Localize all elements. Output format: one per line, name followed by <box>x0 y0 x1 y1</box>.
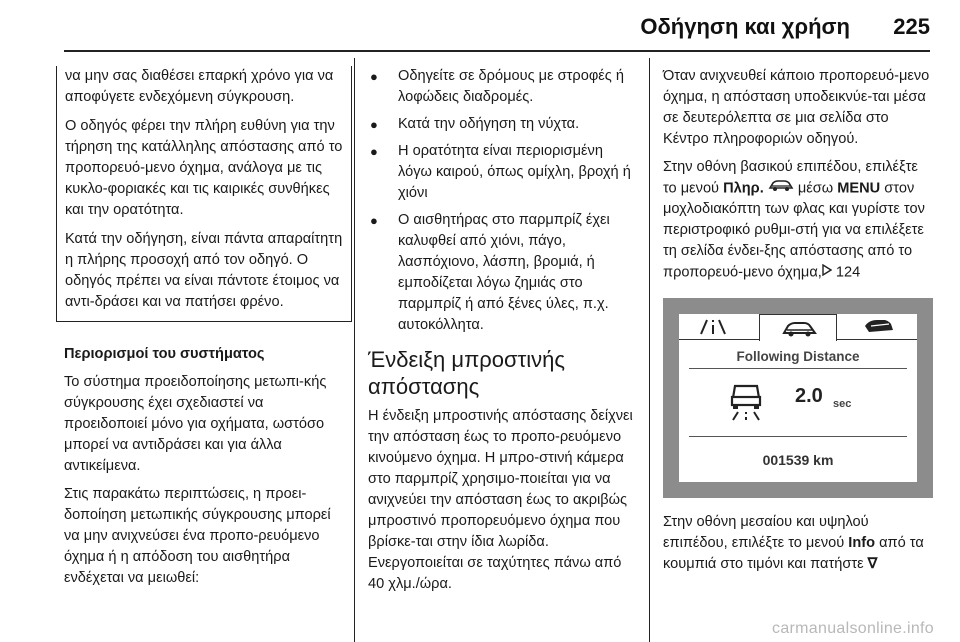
column-1 <box>64 66 348 596</box>
list-item: ● Οδηγείτε σε δρόμους με στροφές ή λοφώδεις διαδρομές. <box>368 66 640 108</box>
page-header <box>0 0 960 64</box>
paragraph-base-level <box>663 157 933 284</box>
warning-box <box>56 66 352 322</box>
list-item: ● Κατά την οδήγηση τη νύχτα. <box>368 114 640 135</box>
menu-name-info-2: Info <box>848 534 876 551</box>
display-figure <box>663 298 933 498</box>
section-heading: Ένδειξη μπροστινής απόστασης <box>368 347 565 399</box>
column-3 <box>663 66 933 582</box>
warning-paragraph-2: Ο οδηγός φέρει την πλήρη ευθύνη για την τήρηση της κατάλληλης απόστασης από το προπορευό-μενο όχημα, ανάλογα με τις κυκλο-φοριακές και τις καιρικές συνθήκες και την ορατότητα. <box>65 118 343 218</box>
display-title: Following Distance <box>736 348 860 364</box>
vehicle-info-icon <box>768 178 794 199</box>
vehicle-icon <box>760 315 838 341</box>
paragraph-mid-level <box>663 512 933 575</box>
list-item: ● Η ορατότητα είναι περιορισμένη λόγω καιρού, όπως ομίχλη, βροχή ή χιόνι <box>368 141 640 204</box>
down-symbol: ∇ <box>867 555 878 572</box>
paragraph-limits-1: Το σύστημα προειδοποίησης μετωπι-κής σύγκρουσης έχει σχεδιαστεί να προειδοποιεί μόνο για οχήματα, ωστόσο μπορεί να αντιδράσει και για άλλα αντικείμενα. <box>64 374 327 474</box>
column-divider-1 <box>354 58 355 642</box>
odometer-readout: 001539 km <box>762 451 834 468</box>
page-reference: 124 <box>835 264 861 281</box>
column-2 <box>368 66 640 602</box>
tab-vehicle-info <box>759 314 837 341</box>
warning-paragraph-3: Κατά την οδήγηση, είναι πάντα απαραίτητη η πλήρης προσοχή από τον οδηγό. Ο οδηγός πρέπει να είναι πάντοτε έτοιμος να αντι-δράσει και να πατήσει φρένο. <box>65 231 343 310</box>
trip-icon <box>679 314 757 340</box>
text-span: Στην οθόνη βασικού επιπέδου, επιλέξτε το μενού <box>663 159 918 197</box>
distance-value: 2.0 <box>795 384 823 407</box>
tab-assist <box>839 314 917 340</box>
display-divider <box>689 368 907 369</box>
page-number: 225 <box>893 14 930 39</box>
warning-paragraph-1: να μην σας διαθέσει επαρκή χρόνο για να αποφύγετε ενδεχόμενη σύγκρουση. <box>65 68 334 105</box>
menu-name-info: Πληρ. <box>723 180 764 197</box>
paragraph-limits-2: Στις παρακάτω περιπτώσεις, η προει-δοποίηση μετωπικής σύγκρουσης μπορεί να μην ανιχνεύσει ένα προπο-ρευόμενο όχημα ή η απόδοση του αισθητήρα ενδέχεται να μειωθεί: <box>64 486 331 586</box>
watermark: carmanualsonline.info <box>772 620 934 637</box>
list-item: ● Ο αισθητήρας στο παρμπρίζ έχει καλυφθεί από χιόνι, πάγο, λασπόχιονο, λάσπη, βρομιά, ή εμποδίζεται λόγω ζημιάς στο παρμπρίζ ή από ξένες ύλες, π.χ. αυτοκόλλητα. <box>368 210 640 336</box>
following-distance-car-icon <box>729 382 763 429</box>
running-title: Οδήγηση και χρήση <box>640 14 850 39</box>
tab-trip <box>679 314 757 340</box>
paragraph-distance-indication: Η ένδειξη μπροστινής απόστασης δείχνει την απόσταση έως το προπο-ρευόμενο κινούμενο όχημα. Η μπρο-στινή κάμερα στο παρμπρίζ χρησιμο-ποιείται για να ανιχνεύει την απόσταση έως το ακριβώς μπροστινό προπορευόμενο όχημα που βρίσκε-ται στην ίδια λωρίδα. Ενεργοποιείται σε ταχύτητες πάνω από 40 χλμ./ώρα. <box>368 408 633 592</box>
column-divider-2 <box>649 58 650 642</box>
header-rule <box>64 50 930 52</box>
text-span: Στην οθόνη μεσαίου και υψηλού επιπέδου, επιλέξτε το μενού <box>663 513 869 551</box>
display-divider-2 <box>689 436 907 437</box>
text-span: από τα κουμπιά στο τιμόνι και πατήστε <box>663 534 924 572</box>
subheading-system-limits: Περιορισμοί του συστήματος <box>64 346 265 362</box>
page-reference-arrow-icon <box>822 262 832 283</box>
conditions-list <box>368 66 640 336</box>
text-span: μέσω <box>793 180 838 197</box>
paragraph-detection: Όταν ανιχνευθεί κάποιο προπορευό-μενο όχημα, η απόσταση υποδεικνύε-ται μέσα σε δευτερόλεπτα σε μια σελίδα στο Κέντρο πληροφοριών οδηγού. <box>663 68 930 147</box>
distance-unit: sec <box>833 397 852 410</box>
assist-car-icon <box>839 314 917 340</box>
info-display-screen <box>679 314 917 482</box>
menu-button-label: MENU <box>837 180 881 197</box>
text-span: στον μοχλοδιακόπτη των φλας και γυρίστε τον περιστροφικό ρυθμι-στή για να επιλέξετε τη σελίδα ένδει-ξης απόστασης από το προπορευό-μενο όχημα, <box>663 180 925 281</box>
display-tab-row <box>679 314 917 340</box>
